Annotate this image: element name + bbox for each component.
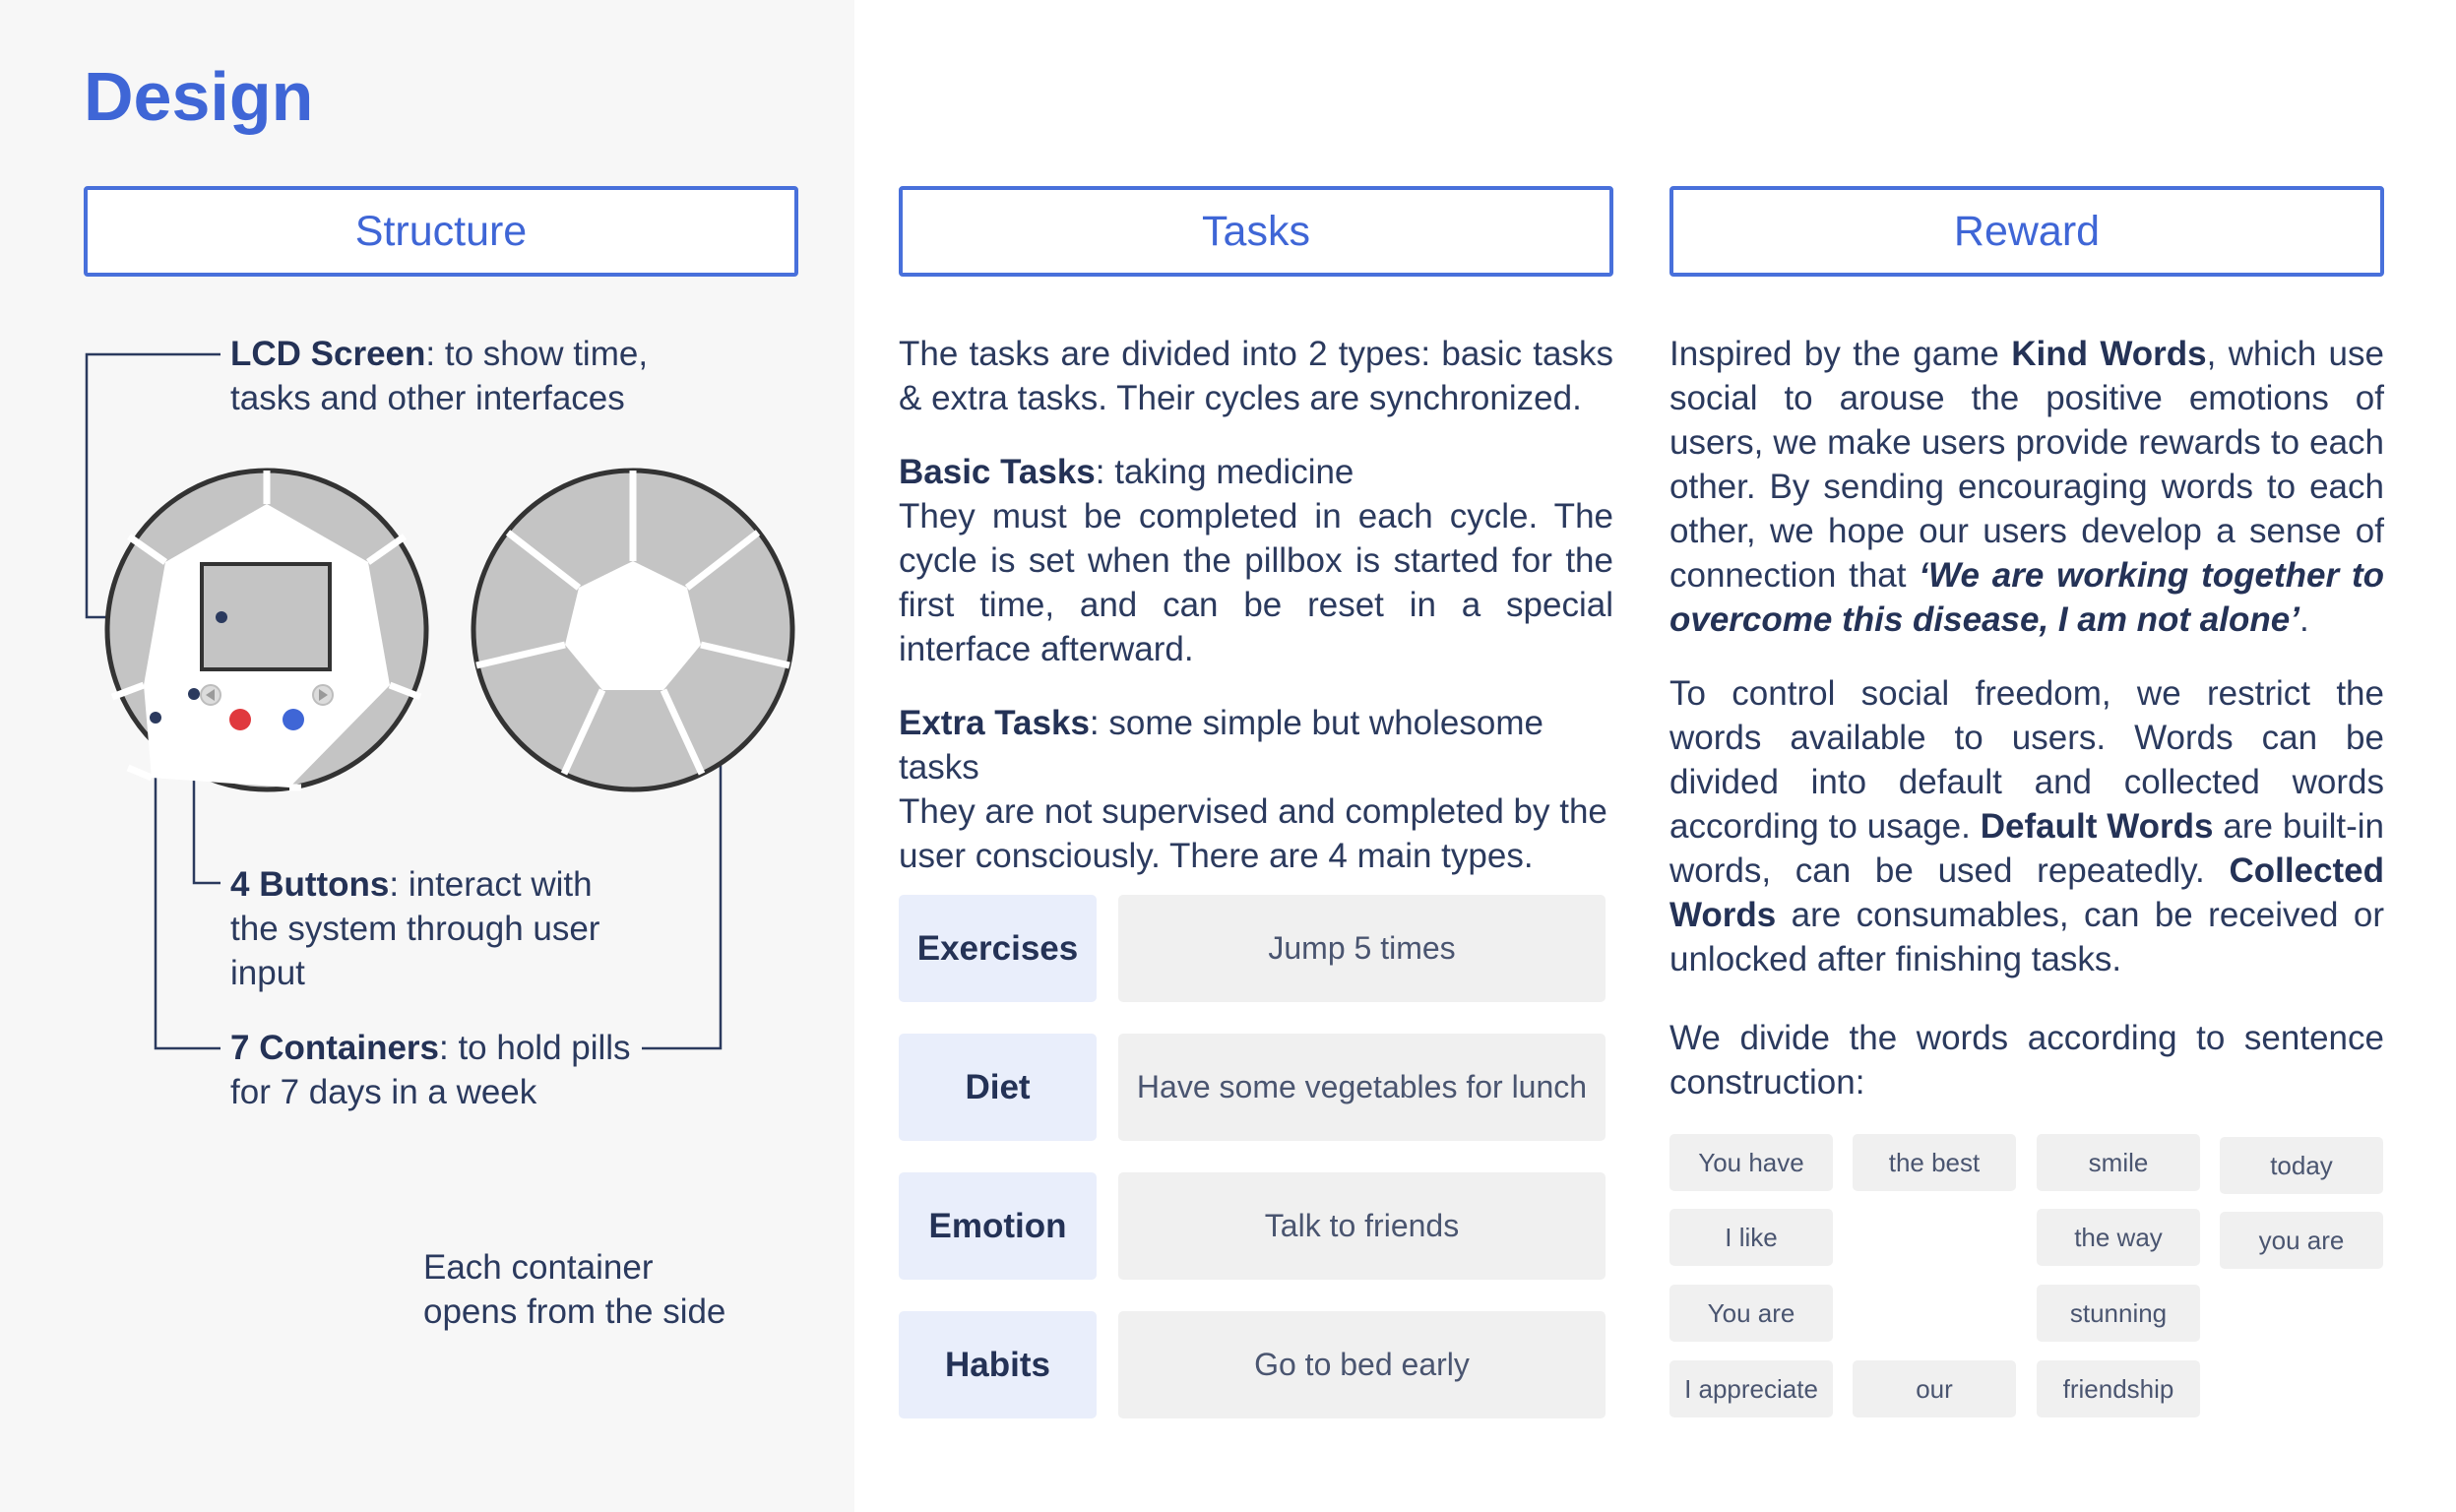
lcd-annotation	[230, 332, 648, 420]
word-chip: You are	[1669, 1285, 1833, 1342]
extra-tasks-label: Extra Tasks	[899, 704, 1090, 742]
containers-annotation	[230, 1026, 631, 1114]
default-words-label: Default Words	[1980, 807, 2214, 846]
pillbox-front-view	[107, 471, 426, 789]
containers-right-callout-line	[642, 763, 721, 1048]
word-chip: I like	[1669, 1209, 1833, 1266]
reward-paragraph-3: We divide the words according to sentence construction:	[1669, 1019, 2384, 1102]
containers-text-2: for 7 days in a week	[230, 1073, 537, 1111]
lcd-text-2: tasks and other interfaces	[230, 379, 625, 417]
structure-header: Structure	[84, 186, 798, 277]
buttons-text-2: the system through user	[230, 910, 600, 948]
extra-tasks-heading	[899, 701, 1613, 789]
extra-tasks-sub: : some simple but wholesome tasks	[899, 704, 1543, 787]
word-chip: you are	[2220, 1212, 2383, 1269]
task-example-diet: Have some vegetables for lunch	[1118, 1034, 1606, 1141]
reward-text	[1669, 332, 2384, 1134]
buttons-label: 4 Buttons	[230, 865, 390, 904]
basic-tasks-heading	[899, 450, 1613, 494]
task-example-emotion: Talk to friends	[1118, 1172, 1606, 1280]
reward-paragraph-2: To control social freedom, we restrict the words available to users. Words can be divided into default and collected words according to usage. Default Words are built-in words, can be used repeatedly. Collected Words are consumables, can be received or unlocked after finishing tasks.	[1669, 674, 2385, 978]
kind-words-label: Kind Words	[2011, 335, 2207, 373]
task-category-diet: Diet	[899, 1034, 1097, 1141]
pillbox-diagram	[0, 0, 854, 1181]
reward-paragraph-1: Inspired by the game Kind Words, which use social to arouse the positive emotions of users, we make users provide rewards to each other. By sending encouraging words to each other, we hope our users develop a sense of connection that ‘We are working together to overcome this disease, I am not alone’.	[1669, 335, 2384, 639]
containers-label: 7 Containers	[230, 1029, 439, 1067]
tasks-intro: The tasks are divided into 2 types: basic tasks & extra tasks. Their cycles are synchronized.	[899, 335, 1613, 417]
word-chip: the way	[2037, 1209, 2200, 1266]
task-example-habits: Go to bed early	[1118, 1311, 1606, 1418]
task-category-emotion: Emotion	[899, 1172, 1097, 1280]
buttons-text: : interact with	[389, 865, 593, 904]
reward-quote: ‘We are working together to overcome this disease, I am not alone’	[1669, 556, 2384, 639]
lcd-text: : to show time,	[425, 335, 649, 373]
word-chip: friendship	[2037, 1360, 2200, 1418]
basic-tasks-label: Basic Tasks	[899, 453, 1096, 491]
word-chip: our	[1853, 1360, 2016, 1418]
collected-words-label: Collected Words	[1669, 851, 2384, 934]
buttons-annotation	[230, 862, 599, 995]
word-chip: I appreciate	[1669, 1360, 1833, 1418]
basic-tasks-body: They must be completed in each cycle. The cycle is set when the pillbox is started for the first time, and can be reset in a special interface afterward.	[899, 497, 1613, 668]
tasks-text	[899, 332, 1613, 908]
page-title: Design	[84, 58, 314, 135]
word-chip: You have	[1669, 1134, 1833, 1191]
container-note-line1: Each container	[423, 1248, 654, 1287]
task-example-exercises: Jump 5 times	[1118, 895, 1606, 1002]
extra-tasks-body: They are not supervised and completed by the user consciously. There are 4 main types.	[899, 792, 1607, 875]
word-chip: today	[2220, 1137, 2383, 1194]
lcd-label: LCD Screen	[230, 335, 426, 373]
basic-tasks-sub: : taking medicine	[1095, 453, 1354, 491]
word-chip: the best	[1853, 1134, 2016, 1191]
containers-text: : to hold pills	[439, 1029, 631, 1067]
red-button	[229, 709, 251, 730]
blue-button	[283, 709, 304, 730]
container-note-line2: opens from the side	[423, 1292, 726, 1331]
container-note	[423, 1245, 725, 1334]
pillbox-back-view	[473, 471, 792, 789]
word-chip: smile	[2037, 1134, 2200, 1191]
reward-header: Reward	[1669, 186, 2384, 277]
tasks-header: Tasks	[899, 186, 1613, 277]
task-category-exercises: Exercises	[899, 895, 1097, 1002]
word-chip: stunning	[2037, 1285, 2200, 1342]
task-category-habits: Habits	[899, 1311, 1097, 1418]
buttons-text-3: input	[230, 954, 305, 992]
